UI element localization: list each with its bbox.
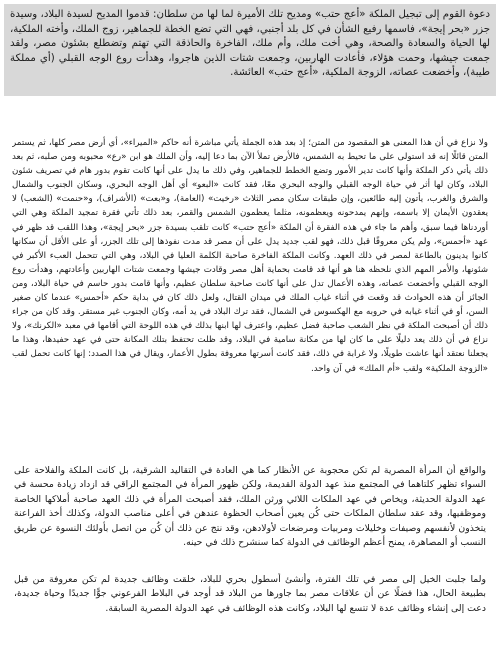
paragraph-2: والواقع أن المرأة المصرية لم تكن محجوبة عن الأنظار كما هي العادة في التقاليد الشرقية، بل كانت الملكة والفلاحة على السواء تظهر كلتاهما في المجتمع منذ عهد الدولة القديمة، ولكن ظهور المرأة في المجتمع الراقي قد ازداد زيادة محسة في عهد الدولة الحديثة، ويخاص في عهد الملكات اللائي ورثن الملك، فقد أصبحت المرأة في ذلك العهد صاحبة أملاكها الخاصة وموظفيها، وقد عقد سلطان الملكات حتى كُن يعين أصحاب الحظوة عندهن في أعلى مناصب الدولة، وكذلك أخذ الفراعنة يتخذون لأنفسهم وصيفات وخليلات ومربيات ومرضعات لأولادهن، وقد نتج عن ذلك أن كُن من اتصل بأولئك النسوة عن طريق النسب أو المصاهرة، يمنح أعظم الوظائف في الدولة كما سنشرح ذلك في حينه.	[14, 465, 486, 548]
quote-text: دعوة القوم إلى تبجيل الملكة «أعج حتب» ومديح تلك الأميرة لما لها من سلطان: قدموا المديح لسيدة البلاد، وسيدة جزر «بحر إيجة»، فاسمها رفيع الشأن في كل بلد أجنبي، فهي التي تضع الخطة للجماهير، زوج الملك، وأخته الملكية، لها الحياة والسعادة والصحة، وهي أخت ملك، وأم ملك، الفاخرة والحاذقة التي تهتم وتضطلع بشئون مصر، ولقد جمعت جيشها، وحمت هؤلاء، فأعادت الهاربين، وجمعت شتات الذين هاجروا، وهدأت روع الوجه القبلي (أي مملكة طيبة)، وأخضعت عصاته، الزوجة الملكية، «أعج حتب» العائشة.	[10, 9, 490, 79]
paragraph-3: ولما جلبت الخيل إلى مصر في تلك الفترة، وأنشئ أسطول بحري للبلاد، خلقت وظائف جديدة لم تكن معروفة من قبل بطبيعة الحال، هذا فضلًا عن أن علاقات مصر بما جاورها من البلاد قد أوجد في البلاط الفرعوني جوًّا جديدًا وحياة جديدة، دعت إلى إنشاء وظائف عدة لا تتسع لها البلاد، وكانت هذه الوظائف في عهد الدولة المصرية السابقة.	[14, 574, 486, 614]
paragraph-1: ولا نزاع في أن هذا المعنى هو المقصود من المتن؛ إذ بعد هذه الجملة يأتي مباشرة أنه حاكم «الميراء»، أي أرض مصر كلها، ثم يستمر المتن قائلًا إنه قد استولى على ما تحيط به الشمس، فالأرض تملأ الآن بما دعا إليه، وأن الملك هو ابن «رع» محبوبه ومن صلبه، ثم بعد ذلك يأتي ذكر الملكة وأنها كانت تدير الأمور وتضع الخطط للجماهير، وفي ذلك ما يدل على أنها كانت تقوم بدور هام في تصريف شئون البلاد، وكان لها أثر في حياة الوجه القبلي والوجه البحري معًا، فقد كانت «البعو» أي أهل الوجه البحري، وسكان الجنوب والشمال والشرق والغرب، يأتون إليه طائعين، وإن طبقات سكان مصر الثلاث «رخيت» (العامة)، و«بعت» (الأشراف)، و«حنمت» (الشعب) لا يعقدون الأيمان إلا باسمه، وإنهم يمدحونه ويعظمونه، مثلما يعظمون الشمس والقمر، بعد ذلك تأتي فقرة تمجيد الملكة وهي التي أوردناها فيما سبق، وأهم ما جاء في هذه الفقرة أن الملكة «أعج حتب» كانت تلقب بسيدة جزر «بحر إيجة»، وهذا اللقب قد ظهر في عهد «أحمس»، ولم يكن معروفًا قبل ذلك، فهو لقب جديد يدل على أن مصر قد مدت نفوذها إلى تلك الجزر، أو على الأقل أن سكانها كانوا يدينون بالطاعة لمصر في ذلك العهد. وكانت الملكة الفاخرة صاحبة الكلمة العليا في البلاد، وهي التي تتحمل العبء الأكبر في شئونها، والأمر المهم الذي نلحظه هنا هو أنها قد قامت بحماية أهل مصر وقادت جيشها وجمعت شتات الهاربين وأعادتهم، وهدأت روع الوجه القبلي وأخضعت عصاته، وهذه الأعمال تدل على أنها كانت صاحبة سلطان عظيم، وأنها قامت بدور حاسم في حياة البلاد، ومن الجائز أن هذه الحوادث قد وقعت في أثناء غياب الملك في ميدان القتال، ولعل ذلك كان في بداية حكم «أحمس» عندما كان صغير السن، أو في أثناء غيابه في حروبه مع الهكسوس في الشمال، فقد ترك البلاد في يد أمه، وكان الجنوب غير مستقر. وقد كان من جراء ذلك أن أصبحت الملكة في نظر الشعب صاحبة فضل عظيم، واعترف لها ابنها بذلك في هذه اللوحة التي أقامها في معبد «الكرنك»، ولا نزاع في أن ذلك يعد دليلًا على ما كان لها من مكانة سامية في البلاد، وقد ظلت تحتفظ بتلك المكانة حتى في عهد حفيدها، وهذا ما يجعلنا نعتقد أنها عاشت طويلًا، ولا غرابة في ذلك، فقد كانت أسرتها معروفة بطول الأعمار، ويقال في هذا الصدد: إنها كانت تحمل لقب «الزوجة الملكية» ولقب «أم الملك» في آن واحد.	[12, 138, 488, 374]
quote-box	[4, 4, 496, 96]
